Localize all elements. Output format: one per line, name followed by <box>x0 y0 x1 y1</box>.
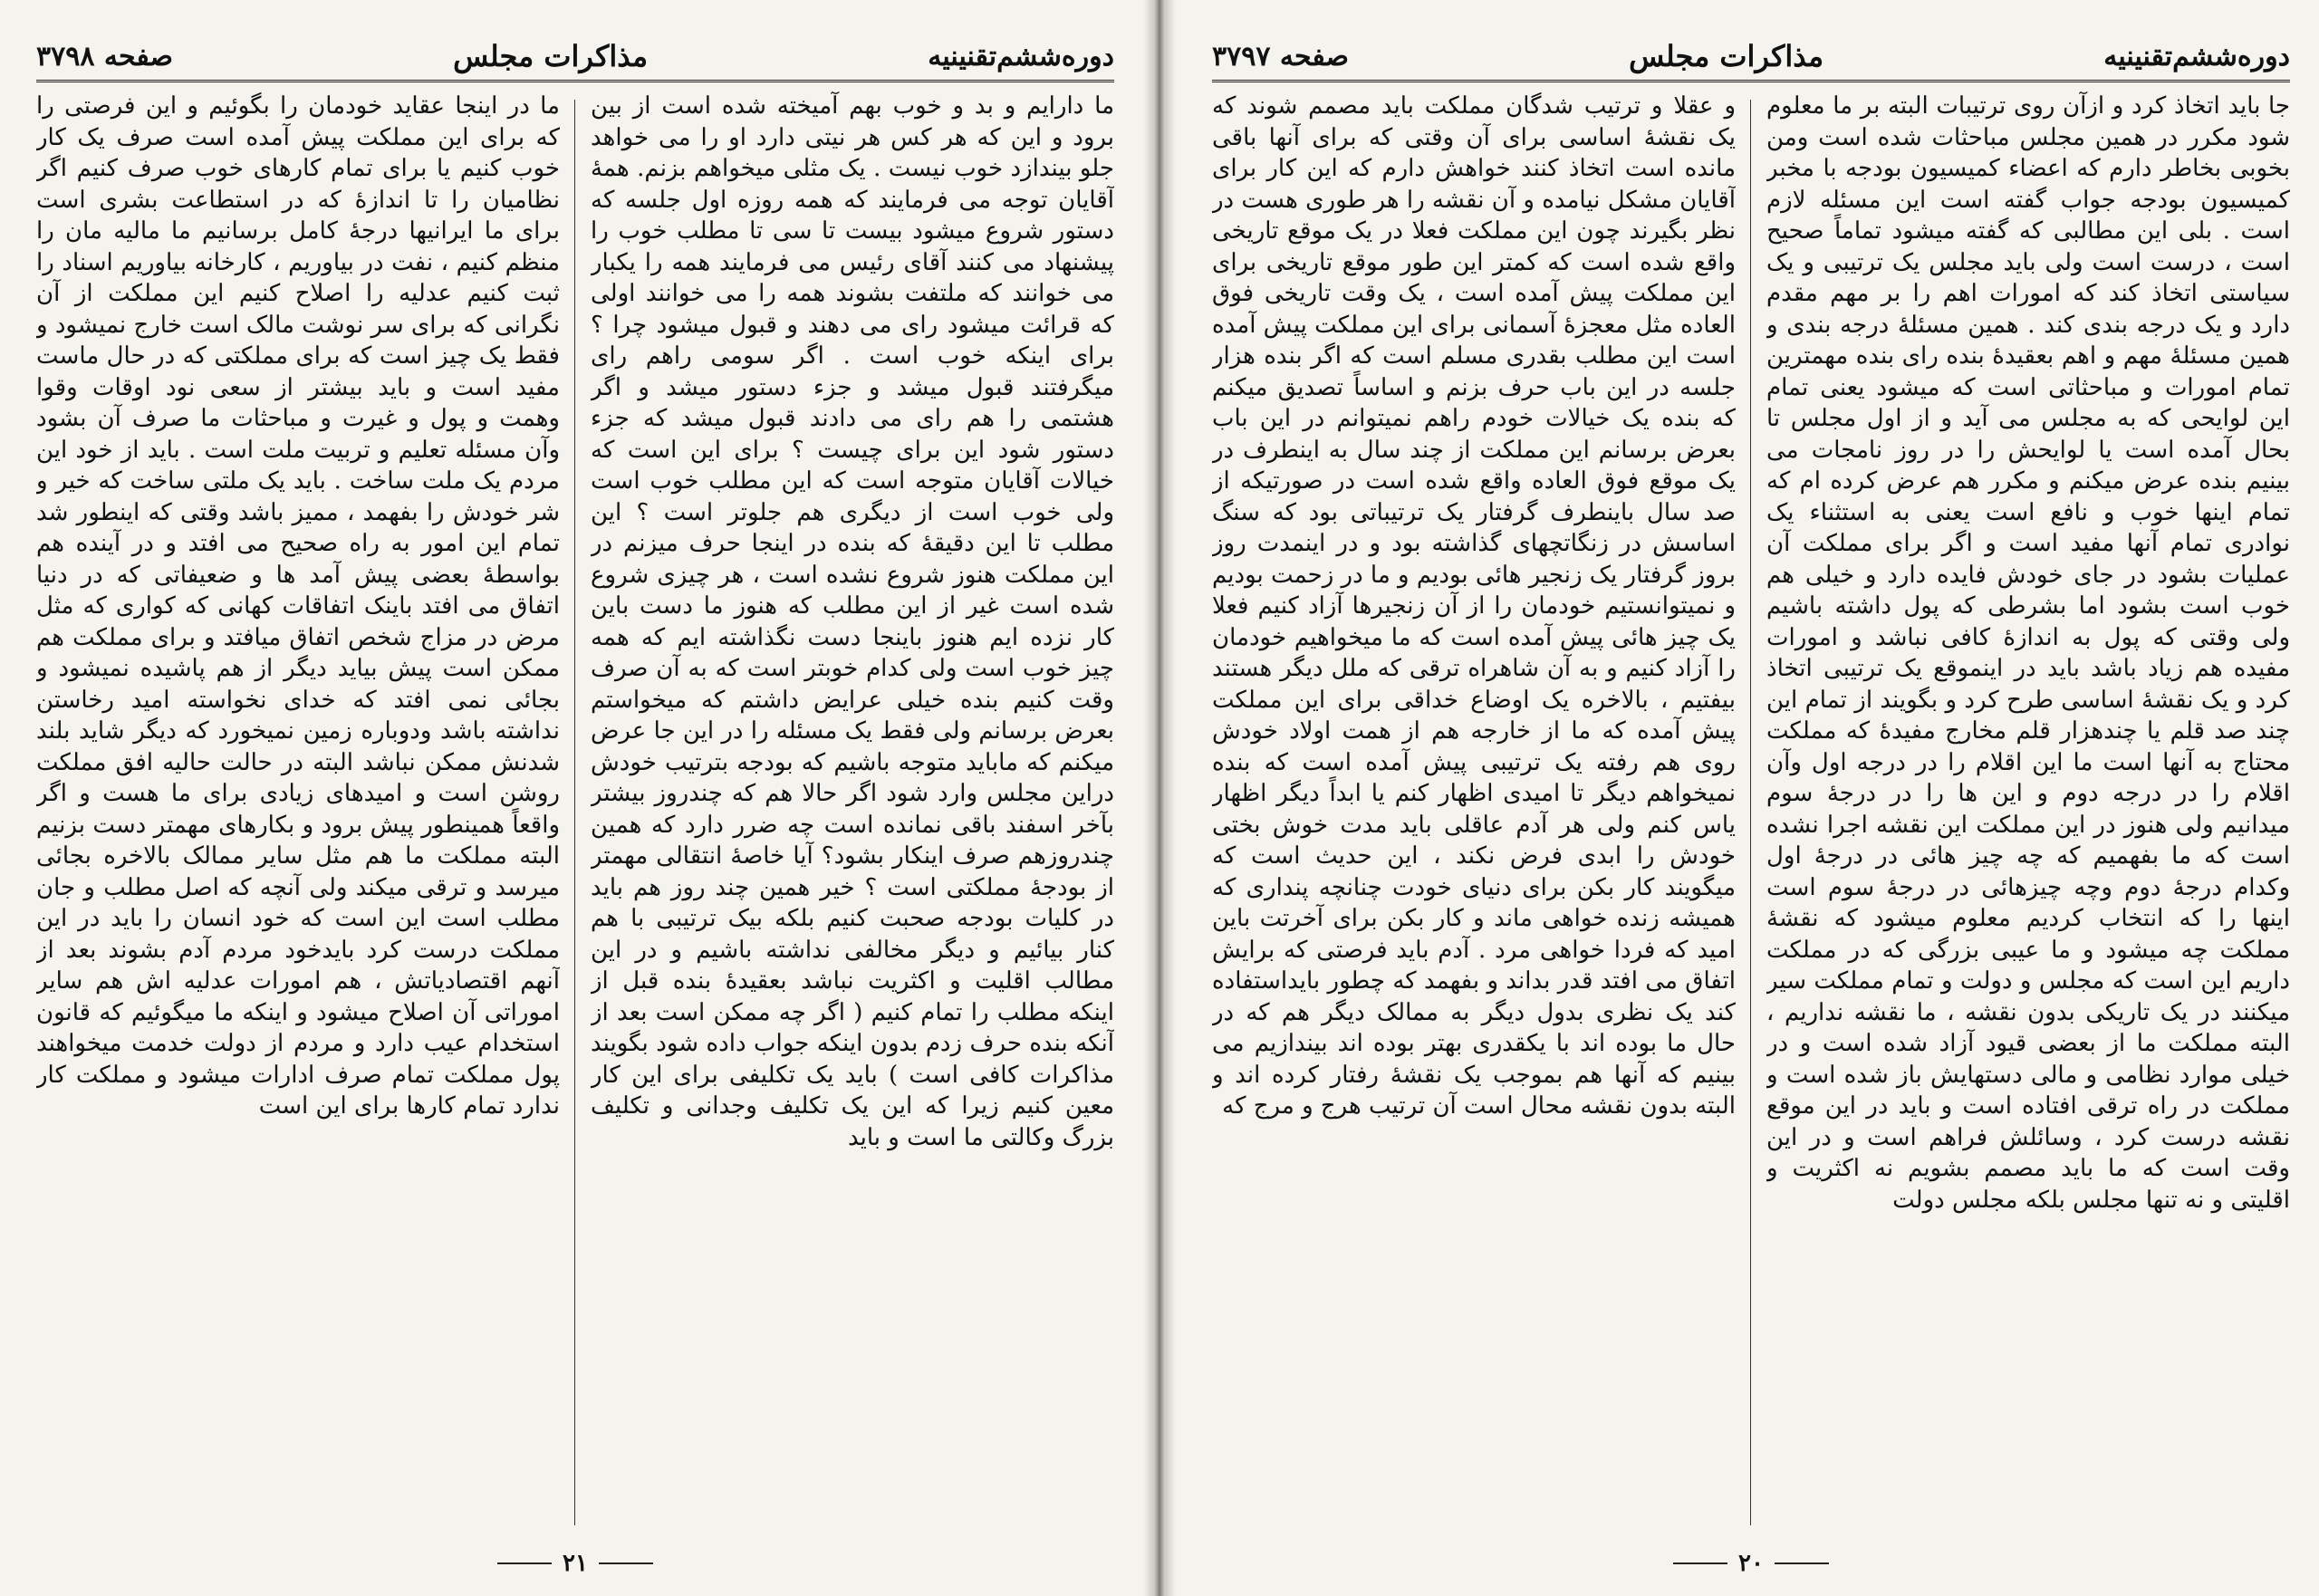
right-page-right-column-text: جا باید اتخاذ کرد و ازآن روی ترتیبات البته بر ما معلوم شود مکرر در همین مجلس مباحثات شده است ومن بخوبی بخاطر دارم که اعضاء کمیسیون بودجه با مخبر کمیسیون بودجه جواب گفته است این مسئله لازم است . بلی این مطالبی که گفته میشود تماماً صحیح است ، درست است ولی باید مجلس یک ترتیبی و یک سیاستی اتخاذ کند که امورات اهم را بر مهم مقدم دارد و یک درجه بندی کند . همین مسئلهٔ درجه بندی و همین مسئلهٔ مهم و اهم بعقیدهٔ بنده رای بنده مهمترین تمام امورات و مباحثاتی است که میشود یعنی تمام این لوایحی که به مجلس می آید و از اول مجلس تا بحال آمده است یا لوایحش را در روز نامجات می بینیم بنده عرض میکنم و مکرر هم عرض کرده ام که تمام اینها خوب و نافع است یعنی به استثناء یک نوادری تمام آنها مفید است و اگر برای مملکت آن عملیات بشود در جای خودش فایده دارد و خیلی هم خوب است بشود اما بشرطی که پول داشته باشیم ولی وقتی که پول به اندازهٔ کافی نباشد و امورات مفیده هم زیاد باشد باید در اینموقع یک ترتیبی اتخاذ کرد و یک نقشهٔ اساسی طرح کرد و بگویند از تمام این چند صد قلم یا چندهزار قلم مخارج مفیدهٔ که مملکت محتاج به آنها است ما این اقلام را در درجه اول وآن اقلام را در درجه دوم و این ها را در درجهٔ سوم میدانیم ولی هنوز در این مملکت این نقشه اجرا نشده است که ما بفهمیم که چه چیز هائی در درجهٔ اول وکدام درجهٔ دوم وچه چیزهائی در درجهٔ سوم است اینها را که انتخاب کردیم معلوم میشود که نقشهٔ مملکت چه میشود و ما عیبی بزرگی که در مملکت داریم این است که مجلس و دولت و تمام مملکت سیر میکنند در یک تاریکی بدون نقشه ، ما نقشه نداریم ، البته مملکت ما از بعضی قیود آزاد شده است و در خیلی موارد نظامی و مالی دستهایش باز شده است و مملکت در راه ترقی افتاده است و باید در این موقع نقشه درست کرد ، وسائلش فراهم است و در این وقت است که ما باید مصمم بشویم نه اکثریت و اقلیتی و نه تنها مجلس بلکه مجلس دولت <box>1766 92 2290 1214</box>
right-page <box>1194 0 2308 1596</box>
left-page-footer <box>18 1545 1132 1582</box>
left-header-rule <box>36 80 1114 82</box>
footer-dash <box>1775 1562 1829 1564</box>
left-column-divider <box>574 100 575 1525</box>
left-page-right-column <box>591 91 1114 1534</box>
right-page-left-column-text: و عقلا و ترتیب شدگان مملکت باید مصمم شوند که یک نقشهٔ اساسی برای آن وقتی که برای آنها باقی مانده است اتخاذ کنند خواهش دارم که این کار برای آقایان مشکل نیامده و آن نقشه را هر طوری هست در نظر بگیرند چون این مملکت فعلا در یک موقع تاریخی واقع شده است که کمتر این طور موقع تاریخی برای این مملکت پیش آمده است ، یک وقت تاریخی فوق العاده مثل معجزهٔ آسمانی برای این مملکت پیش آمده است این مطلب بقدری مسلم است که اگر بنده هزار جلسه در این باب حرف بزنم و اساساً تصدیق میکنم که بنده یک خیالات خودم راهم نمیتوانم در این باب بعرض برسانم این مملکت از چند سال به اینطرف در یک موقع فوق العاده واقع شده است در صورتیکه از صد سال باینطرف گرفتار یک ترتیباتی بود که سنگ اساسش در زنگاتچهای گذاشته بود و در اینمدت روز بروز گرفتار یک زنجیر هائی بودیم و ما در زحمت بودیم و نمیتوانستیم خودمان را از آن زنجیرها آزاد کنیم فعلا یک چیز هائی پیش آمده است که ما میخواهیم خودمان را آزاد کنیم و به آن شاهراه ترقی که ملل دیگر هستند بیفتیم ، بالاخره یک اوضاع خداقی برای این مملکت پیش آمده که ما از خارجه هم از همت اولاد خودش روی هم رفته یک ترتیبی پیش آمده است که بنده نمیخواهم دیگر تا امیدی اظهار کنم یا ابداً دیگر اظهار یاس کنم ولی هر آدم عاقلی باید مدت خوش بختی خودش را ابدی فرض نکند ، این حدیث است که میگویند کار بکن برای دنیای خودت چنانچه پنداری که همیشه زنده خواهی ماند و کار بکن برای آخرتت باین امید که فردا خواهی مرد . آدم باید فرصتی که برایش اتفاق می افتد قدر بداند و بفهمد که چطور بایداستفاده کند یک نظری بدول دیگر به ممالک دیگر هم که در حال ما بوده اند با یکقدری بهتر بوده اند بیندازیم می بینیم که آنها هم بموجب یک نقشهٔ رفتار کرده اند و البته بدون نقشه محال است آن ترتیب هرج و مرج که <box>1212 92 1736 1120</box>
right-header-rule <box>1212 80 2290 82</box>
right-page-header <box>1212 34 2290 78</box>
left-page-footer-number: ۲۱ <box>563 1550 588 1577</box>
footer-dash <box>497 1562 552 1564</box>
left-page-left-column-text: ما در اینجا عقاید خودمان را بگوئیم و این فرصتی را که برای این مملکت پیش آمده است صرف یک کار خوب کنیم یا برای تمام کارهای خوب صرف کنیم اگر نظامیان را تا اندازهٔ که در استطاعت بشری است برای ما ایرانیها درجهٔ کامل برسانیم ما مالیه مان را منظم کنیم ، نفت در بیاوریم ، کارخانه بیاوریم اسناد را ثبت کنیم عدلیه را اصلاح کنیم این مملکت از آن نگرانی که برای سر نوشت مالک است خارج نمیشود و فقط یک چیز است که برای مملکتی که در حال ماست مفید است و باید بیشتر از سعی نود اوقات وقوا وهمت و پول و غیرت و مباحثات ما صرف آن بشود وآن مسئله تعلیم و تربیت ملت است . باید از خود این مردم یک ملت ساخت . باید یک ملتی ساخت که خیر و شر خودش را بفهمد ، ممیز باشد وقتی که اینطور شد تمام این امور به راه صحیح می افتد و در آینده هم بواسطهٔ بعضی پیش آمد ها و ضعیفاتی که در دنیا اتفاق می افتد باینک اتفاقات کهانی که کواری که مثل مرض در مزاج شخص اتفاق میافتد و برای مملکت هم ممکن است پیش بیاید دیگر از هم پاشیده نمیشود و بجائی نمی افتد که خدای نخواسته امید رخاستن نداشته باشد ودوباره زمین نمیخورد که دیگر شاید بلند شدنش ممکن نباشد البته در حالت حالیه افق مملکت روشن است و امیدهای زیادی برای ما هست و اگر واقعاً همینطور پیش برود و بکارهای مهمتر دست بزنیم البته مملکت ما هم مثل سایر ممالک بالاخره بجائی میرسد و ترقی میکند ولی آنچه که اصل مطلب و جان مطلب است این است که خود انسان را باید در این مملکت درست کرد بایدخود مردم آدم بشوند بعد از آنهم اقتصادیاتش ، هم امورات عدلیه اش هم سایر اموراتی آن اصلاح میشود و اینکه ما میگوئیم که قانون استخدام عیب دارد و مردم از دولت خدمت میخواهند پول مملکت تمام صرف ادارات میشود و مملکت کار ندارد تمام کارها برای این است <box>36 92 560 1120</box>
left-page-title: مذاکرات مجلس <box>453 39 649 73</box>
left-page-left-column <box>36 91 560 1534</box>
right-page-number-label: صفحه ۳۷۹۷ <box>1212 40 1349 72</box>
footer-dash <box>1673 1562 1727 1564</box>
left-page-columns <box>36 91 1114 1534</box>
book-gutter <box>1143 0 1176 1596</box>
right-page-left-column <box>1212 91 1736 1534</box>
left-page-number-label: صفحه ۳۷۹۸ <box>36 40 173 72</box>
left-page-header <box>36 34 1114 78</box>
left-page-right-column-text: ما دارایم و بد و خوب بهم آمیخته شده است از بین برود و این که هر کس هر نیتی دارد او را می خواهد جلو بیندازد خوب نیست . یک مثلی میخواهم بزنم. همهٔ آقایان توجه می فرمایند که همه روزه اول جلسه که دستور شروع میشود بیست تا سی تا مطلب خوب را پیشنهاد می کنند آقای رئیس می فرمایند همه را یکبار می خوانند که ملتفت بشوند همه را می خوانند اولی که قرائت میشود رای می دهند و قبول میشود چرا ؟ برای اینکه خوب است . اگر سومی راهم رای میگرفتند قبول میشد و جزء دستور میشد و اگر هشتمی را هم رای می دادند قبول میشد که جزء دستور شود این برای چیست ؟ برای این است که خیالات آقایان متوجه است که این مطلب خوب است ولی خوب است از دیگری هم جلوتر است ؟ این مطلب تا این دقیقهٔ که بنده در اینجا حرف میزنم در این مملکت هنوز شروع نشده است ، هر چیزی شروع شده است غیر از این مطلب که هنوز ما دست باین کار نزده ایم هنوز باینجا دست نگذاشته ایم که همه چیز خوب است ولی کدام خوبتر است که به آن صرف وقت کنیم بنده خیلی عرایض داشتم که میخواستم بعرض برسانم ولی فقط یک مسئله را در این جا عرض میکنم که ماباید متوجه باشیم که بودجه بترتیب خودش دراین مجلس وارد شود اگر حالا هم که چندروز بیشتر بآخر اسفند باقی نمانده است چه ضرر دارد که همین چندروزهم صرف اینکار بشود؟ آیا خاصهٔ انتقالی مهمتر از بودجهٔ مملکتی است ؟ خیر همین چند روز هم باید در کلیات بودجه صحبت کنیم بلکه بیک ترتیبی با هم کنار بیائیم و دیگر مخالفی نداشته باشیم و در این مطالب اقلیت و اکثریت نباشد بعقیدهٔ بنده قبل از اینکه مطلب را تمام کنیم ( اگر چه ممکن است بعد از آنکه بنده حرف زدم بدون اینکه جواب داده شود بگویند مذاکرات کافی است ) باید یک تکلیفی برای این کار معین کنیم زیرا که این یک تکلیف وجدانی و تکلیف بزرگ وکالتی ما است و باید <box>591 92 1114 1151</box>
right-page-title: مذاکرات مجلس <box>1629 39 1824 73</box>
right-page-footer <box>1194 1545 2308 1582</box>
right-page-session: دوره‌ششم‌تقنینیه <box>2103 40 2290 72</box>
right-column-divider <box>1750 100 1751 1525</box>
right-page-right-column <box>1766 91 2290 1534</box>
footer-dash <box>599 1562 653 1564</box>
right-page-columns <box>1212 91 2290 1534</box>
left-page-session: دوره‌ششم‌تقنینیه <box>928 40 1114 72</box>
right-page-footer-number: ۲۰ <box>1738 1550 1764 1577</box>
left-page <box>18 0 1132 1596</box>
